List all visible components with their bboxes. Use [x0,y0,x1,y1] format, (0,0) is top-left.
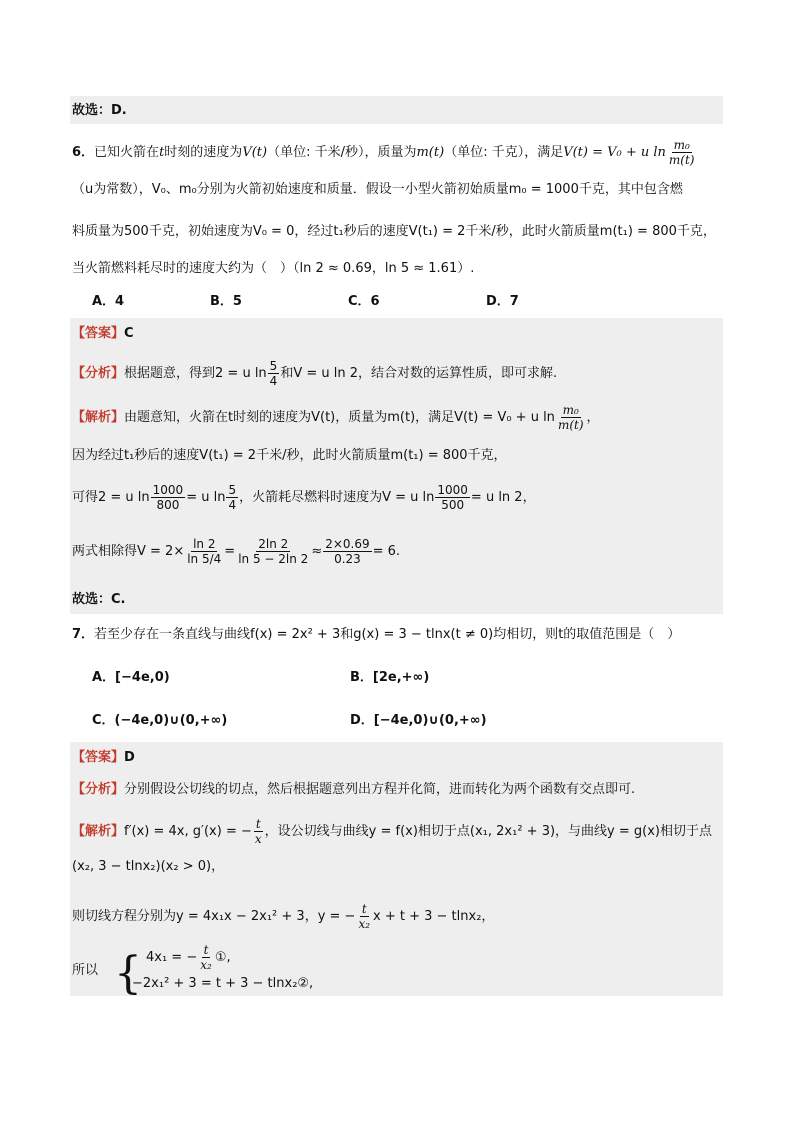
q7-option-b: B．[2e,+∞) [350,670,430,685]
q6-line2: （u为常数），V₀、m₀分别为火箭初始速度和质量．假设一小型火箭初始质量m₀ = 1000千克，其中包含燃 [72,182,683,197]
q6-answer: 【答案】C [72,326,134,341]
q6-solution-line1: 【解析】由题意知，火箭在t时刻的速度为V(t)，质量为m(t)，满足V(t) = V₀ + u ln $\frac{\text{m₀}}{m(t)}$ ， [72,403,600,432]
analysis-tag: 【分析】 [72,366,125,381]
q6-option-a: A．4 [92,294,125,309]
q7-number: 7． [72,627,95,642]
q6-formula: V(t) = V₀ + u ln [563,145,666,160]
q7-option-a: A．[−4e,0) [92,670,170,685]
q6-option-d: D．7 [486,294,519,309]
q7-solution-line3: 则切线方程分别为y = 4x₁x − 2x₁² + 3，y = − $\frac{t}{\text{x₂}}$ x + t + 3 − tlnx₂， [72,902,495,931]
q7-system-eq2: −2x₁² + 3 = t + 3 − tlnx₂②, [132,976,314,991]
q7-solution-line2: (x₂, 3 − tlnx₂)(x₂ > 0)， [72,859,225,874]
q6-formula-fraction: $\frac{\text{m₀}}{m(t)}$ [668,138,695,167]
q6-solution-line3: 可得2 = u ln $\frac{1000}{800}$ = u ln $\frac{5}{4}$ ，火箭耗尽燃料时速度为V = u ln $\frac{1000}{500}$ = u ln 2， [72,483,536,512]
q6-conclusion: 故选：C. [72,592,126,607]
system-brace-icon: { [114,948,142,999]
q6-solution-line4: 两式相除得V = 2× $\frac{\ln 2}{\ln 5/4}$ = $\frac{2\ln 2}{\ln 5 - 2\ln 2}$ ≈ $\frac{2\times 0.69}{0.23}$ = 6. [72,537,401,566]
q6-line4: 当火箭燃料耗尽时的速度大约为（ ）（ln 2 ≈ 0.69，ln 5 ≈ 1.61）. [72,261,475,276]
solution-tag: 【解析】 [72,824,125,839]
q6-analysis: 【分析】根据题意，得到2 = u ln $\frac{5}{4}$ 和V = u ln 2，结合对数的运算性质，即可求解. [72,359,558,388]
q7-option-d: D．[−4e,0)∪(0,+∞) [350,713,487,728]
q7-stem: 7．若至少存在一条直线与曲线f(x) = 2x² + 3和g(x) = 3 − tlnx(t ≠ 0)均相切，则t的取值范围是（ ） [72,627,681,642]
q7-option-c: C．(−4e,0)∪(0,+∞) [92,713,228,728]
q7-answer: 【答案】D [72,750,135,765]
q6-solution-line2: 因为经过t₁秒后的速度V(t₁) = 2千米/秒，此时火箭质量m(t₁) = 800千克， [72,448,507,463]
prev-answer-band [70,96,723,124]
q6-option-c: C．6 [348,294,380,309]
q7-system-label: 所以 [72,963,99,978]
analysis-tag: 【分析】 [72,782,125,797]
q6-option-b: B．5 [210,294,242,309]
q6-line1: 6．已知火箭在t时刻的速度为V(t)（单位: 千米/秒），质量为m(t)（单位: 千克），满足V(t) = V₀ + u ln $\frac{\text{m₀}}{m(t)}$ [72,138,695,167]
answer-tag: 【答案】 [72,326,125,341]
q7-system-eq1: 4x₁ = − $\frac{t}{\text{x₂}}$ ①, [146,943,231,972]
solution-tag: 【解析】 [72,410,125,425]
q7-analysis: 【分析】分别假设公切线的切点，然后根据题意列出方程并化简，进而转化为两个函数有交点即可. [72,782,636,797]
prev-answer: 故选：D. [72,103,127,118]
q6-number: 6． [72,145,95,160]
q7-solution-line1: 【解析】f′(x) = 4x, g′(x) = − $\frac{t}{x}$ ，设公切线与曲线y = f(x)相切于点(x₁, 2x₁² + 3)，与曲线y = g(x)相切于点 [72,817,712,846]
q6-line3: 料质量为500千克，初始速度为V₀ = 0，经过t₁秒后的速度V(t₁) = 2千米/秒，此时火箭质量m(t₁) = 800千克， [72,224,716,239]
answer-tag: 【答案】 [72,750,125,765]
